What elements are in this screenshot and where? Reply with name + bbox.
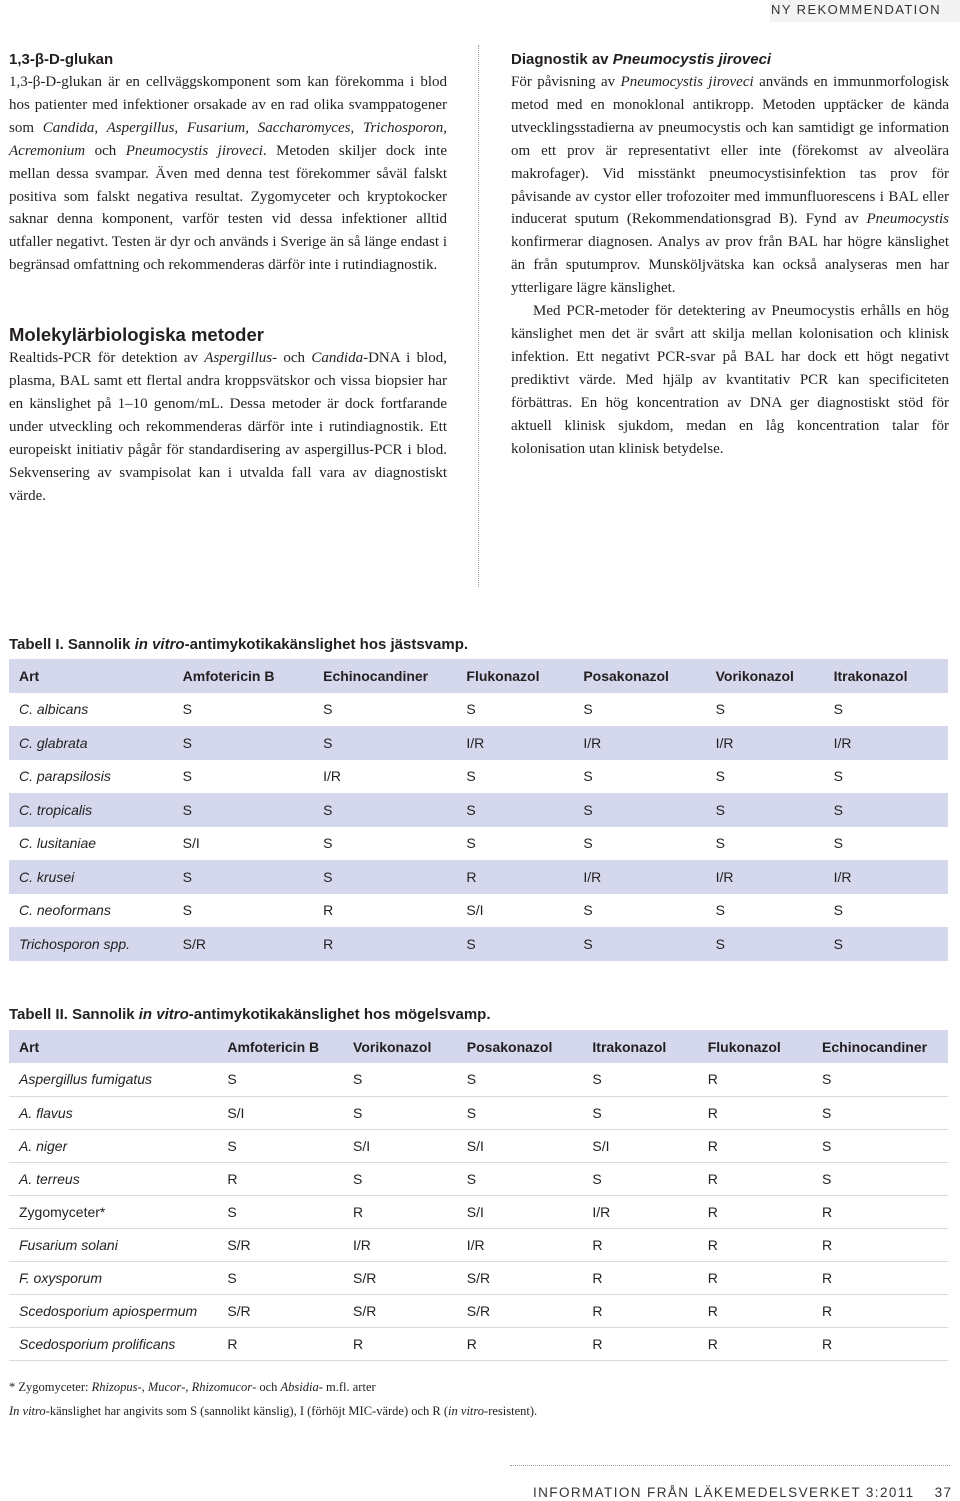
table-row [9,1228,948,1261]
susceptibility-cell: I/R [592,1203,611,1220]
table-row [9,1195,948,1228]
column-header: Posakonazol [457,1030,583,1063]
susceptibility-cell: S [353,1071,363,1088]
molecular-heading: Molekylärbiologiska metoder [9,324,264,346]
susceptibility-cell: S [715,801,725,818]
species-cell: Scedosporium apiospermum [19,1302,198,1319]
susceptibility-cell: R [323,902,334,919]
table-row [9,827,948,861]
susceptibility-cell: S [323,701,333,718]
susceptibility-cell: S [466,835,476,852]
susceptibility-cell: S/I [466,902,484,919]
susceptibility-cell: S [715,835,725,852]
susceptibility-cell: R [707,1071,718,1088]
table1-yeast [9,659,948,961]
footer-rule [510,1465,950,1466]
susceptibility-cell: S [833,935,843,952]
susceptibility-cell: R [707,1269,718,1286]
species-cell: C. albicans [19,701,89,718]
susceptibility-cell: S/I [592,1137,610,1154]
susceptibility-cell: S [822,1071,832,1088]
susceptibility-cell: I/R [583,868,602,885]
column-header: Amfotericin B [173,659,313,693]
susceptibility-cell: R [707,1236,718,1253]
column-header: Art [9,1030,217,1063]
species-cell: F. oxysporum [19,1269,102,1286]
susceptibility-cell: S/R [227,1302,251,1319]
susceptibility-cell: S/R [466,1269,491,1286]
susceptibility-cell: S [182,801,192,818]
susceptibility-cell: S/R [353,1269,377,1286]
susceptibility-cell: S [583,701,593,718]
pneumocystis-heading: Diagnostik av Pneumocystis jiroveci [511,51,772,68]
susceptibility-cell: S [182,768,192,785]
susceptibility-cell: S [583,835,593,852]
table-header-row [9,1030,948,1063]
susceptibility-cell: R [227,1170,238,1187]
susceptibility-cell: S [182,701,192,718]
susceptibility-cell: I/R [466,1236,485,1253]
susceptibility-cell: S [583,801,593,818]
zygomycetes-footnote: * Zygomyceter: Rhizopus-, Mucor-, Rhizomucor- och Absidia- m.fl. arter [9,1380,376,1394]
species-cell: Trichosporon spp. [19,935,131,952]
susceptibility-cell: R [707,1104,718,1121]
species-cell: A. terreus [19,1170,80,1187]
susceptibility-cell: S [822,1170,832,1187]
susceptibility-cell: S [227,1071,237,1088]
susceptibility-cell: R [822,1269,833,1286]
susceptibility-cell: R [592,1269,603,1286]
susceptibility-cell: S [353,1104,363,1121]
susceptibility-cell: S [466,801,476,818]
left-column [9,49,447,508]
susceptibility-cell: S [466,1071,477,1088]
susceptibility-cell: S [466,1104,477,1121]
column-divider [478,45,479,587]
table-row [9,1294,948,1327]
susceptibility-cell: R [822,1302,833,1319]
susceptibility-legend: In vitro-känslighet har angivits som S (sannolikt känslig), I (förhöjt MIC-värde) och R (in vitro-resistent). [9,1404,538,1418]
susceptibility-cell: S/I [466,1137,484,1154]
susceptibility-cell: I/R [466,734,485,751]
pneumocystis-paragraph-1: För påvisning av Pneumocystis jiroveci används en immunmorfologisk metod med en monoklonal antikropp. Metoden upptäcker de kända utvecklingsstadierna av pneumocystis och kan samtidigt ge information om ett prov är representativt eller inte (förekomst av alveolära makrofager). Vid misstänkt pneumocystisinfektion tas prov för påvisande av cystor eller trofozoiter med immunfluorescens i BAL eller inducerat sputum (Rekommendationsgrad B). Fynd av Pneumocystis konfirmerar diagnosen. Analys av prov från BAL har högre känslighet än från sputumprov. Munsköljvätska kan också analyseras men har ytterligare lägre känslighet. [511,74,950,297]
susceptibility-cell: S [583,935,593,952]
susceptibility-cell: S/R [182,935,206,952]
susceptibility-cell: R [466,1335,477,1352]
species-cell: A. niger [19,1137,68,1154]
species-cell: C. lusitaniae [19,835,97,852]
column-header: Echinocandiner [812,1030,948,1063]
susceptibility-cell: R [707,1137,718,1154]
column-header: Art [9,659,173,693]
column-header: Itrakonazol [824,659,948,693]
column-header: Flukonazol [456,659,573,693]
susceptibility-cell: S [583,902,593,919]
glucan-heading: 1,3-β-D-glukan [9,51,114,68]
susceptibility-cell: S [833,835,843,852]
column-header: Amfotericin B [217,1030,343,1063]
susceptibility-cell: S [227,1203,237,1220]
susceptibility-cell: S [833,768,843,785]
susceptibility-cell: S [227,1137,237,1154]
column-header: Itrakonazol [582,1030,697,1063]
susceptibility-cell: S [323,835,333,852]
species-cell: Scedosporium prolificans [19,1335,176,1352]
susceptibility-cell: I/R [833,868,852,885]
table-row [9,1096,948,1129]
susceptibility-cell: S/R [227,1236,251,1253]
susceptibility-cell: I/R [715,734,734,751]
species-cell: Aspergillus fumigatus [19,1071,153,1088]
susceptibility-cell: R [822,1236,833,1253]
species-cell: C. glabrata [19,734,88,751]
susceptibility-cell: R [592,1302,603,1319]
susceptibility-cell: S [715,768,725,785]
table-row [9,927,948,961]
species-cell: C. tropicalis [19,801,93,818]
susceptibility-cell: S [353,1170,363,1187]
susceptibility-cell: R [592,1236,603,1253]
susceptibility-cell: S [583,768,593,785]
susceptibility-cell: S [715,902,725,919]
susceptibility-cell: S [715,935,725,952]
table-row [9,726,948,760]
susceptibility-cell: I/R [323,768,341,785]
susceptibility-cell: S [323,734,333,751]
susceptibility-cell: S [227,1269,237,1286]
susceptibility-cell: S [715,701,725,718]
susceptibility-cell: R [822,1335,833,1352]
susceptibility-cell: I/R [353,1236,371,1253]
susceptibility-cell: R [227,1335,238,1352]
susceptibility-cell: R [822,1203,833,1220]
susceptibility-cell: R [707,1203,718,1220]
susceptibility-cell: R [466,868,477,885]
table-row [9,1063,948,1096]
susceptibility-cell: S [466,1170,477,1187]
glucan-paragraph: 1,3-β-D-glukan är en cellväggskomponent som kan förekomma i blod hos patienter med infektioner orsakade av en rad olika svamppatogener som Candida, Aspergillus, Fusarium, Saccharomyces, Trichosporon, Acremonium och Pneumocystis jiroveci. Metoden skiljer dock inte mellan dessa svampar. Även med denna test förekommer såväl falskt positiva som falskt negativa resultat. Zygomyceter och kryptokocker saknar denna komponent, varför testen vid dessa infektioner alltid utfaller negativt. Testen är dyr och används i Sverige än så länge endast i begränsad omfattning och rekommenderas därför inte i rutindiagnostik. [9,74,447,274]
susceptibility-cell: I/R [833,734,852,751]
susceptibility-cell: R [707,1302,718,1319]
table-header-row [9,659,948,693]
susceptibility-cell: S/I [353,1137,371,1154]
susceptibility-cell: I/R [583,734,602,751]
table-row [9,1129,948,1162]
susceptibility-cell: S [182,902,192,919]
table2-title: Tabell II. Sannolik in vitro-antimykotikakänslighet hos mögelsvamp. [9,1006,491,1023]
susceptibility-cell: S [466,768,476,785]
table2-mould [9,1030,948,1361]
susceptibility-cell: S [822,1137,832,1154]
species-cell: Fusarium solani [19,1236,118,1253]
species-cell: C. krusei [19,868,75,885]
susceptibility-cell: S [323,868,333,885]
publication-name: INFORMATION FRÅN LÄKEMEDELSVERKET 3:2011 [533,1485,915,1500]
susceptibility-cell: S [592,1104,602,1121]
susceptibility-cell: S/I [227,1104,245,1121]
table-row [9,1261,948,1294]
susceptibility-cell: S [592,1071,602,1088]
species-cell: A. flavus [19,1104,73,1121]
susceptibility-cell: S [822,1104,832,1121]
susceptibility-cell: R [707,1335,718,1352]
column-header: Posakonazol [573,659,705,693]
table-row [9,860,948,894]
table-row [9,1162,948,1195]
susceptibility-cell: S/R [353,1302,377,1319]
susceptibility-cell: S [466,701,476,718]
susceptibility-cell: R [353,1203,364,1220]
right-column [511,49,949,460]
susceptibility-cell: S [182,734,192,751]
susceptibility-cell: I/R [715,868,734,885]
table1-title: Tabell I. Sannolik in vitro-antimykotikakänslighet hos jästsvamp. [9,636,469,653]
susceptibility-cell: S/I [466,1203,484,1220]
molecular-paragraph: Realtids-PCR för detektion av Aspergillus- och Candida-DNA i blod, plasma, BAL samt ett flertal andra kroppsvätskor och vissa biopsier har en känslighet på 1–10 genom/mL. Dessa metoder är dock fortfarande under utveckling och rekommenderas därför inte i rutindiagnostik. Ett europeiskt initiativ pågår för standardisering av aspergillus-PCR i blod. Sekvensering av svampisolat kan i utvalda fall vara av diagnostiskt värde. [9,350,448,504]
column-header: Vorikonazol [343,1030,457,1063]
table-row [9,793,948,827]
page-number: 37 [934,1485,953,1500]
column-header: Flukonazol [698,1030,812,1063]
susceptibility-cell: S [833,801,843,818]
species-cell: C. neoformans [19,902,111,919]
susceptibility-cell: S [833,902,843,919]
table-row [9,693,948,727]
susceptibility-cell: R [707,1170,718,1187]
species-cell: C. parapsilosis [19,768,111,785]
pneumocystis-paragraph-2: Med PCR-metoder för detektering av Pneumocystis erhålls en hög känslighet men det är svårt att skilja mellan kolonisation och klinisk infektion. Ett negativt PCR-svar på BAL har dock ett högt negativt prediktivt värde. Med hjälp av kvantitativ PCR kan specificiteten förbättras. En hög koncentration av DNA ger diagnostiskt stöd för aktuell klinisk sjukdom, medan en låg koncentration talar för kolonisation utan klinisk betydelse. [511,303,949,457]
susceptibility-cell: S [592,1170,602,1187]
page-footer [533,1485,952,1500]
susceptibility-cell: R [592,1335,603,1352]
column-header: Echinocandiner [313,659,456,693]
susceptibility-cell: S/I [182,835,200,852]
susceptibility-cell: R [323,935,334,952]
susceptibility-cell: S/R [466,1302,491,1319]
species-cell: Zygomyceter* [19,1203,106,1220]
susceptibility-cell: S [182,868,192,885]
susceptibility-cell: R [353,1335,364,1352]
table-row [9,1327,948,1360]
susceptibility-cell: S [323,801,333,818]
table-row [9,894,948,928]
susceptibility-cell: S [466,935,476,952]
column-header: Vorikonazol [706,659,824,693]
table-row [9,760,948,794]
section-tag: NY REKOMMENDATION [770,0,960,22]
susceptibility-cell: S [833,701,843,718]
